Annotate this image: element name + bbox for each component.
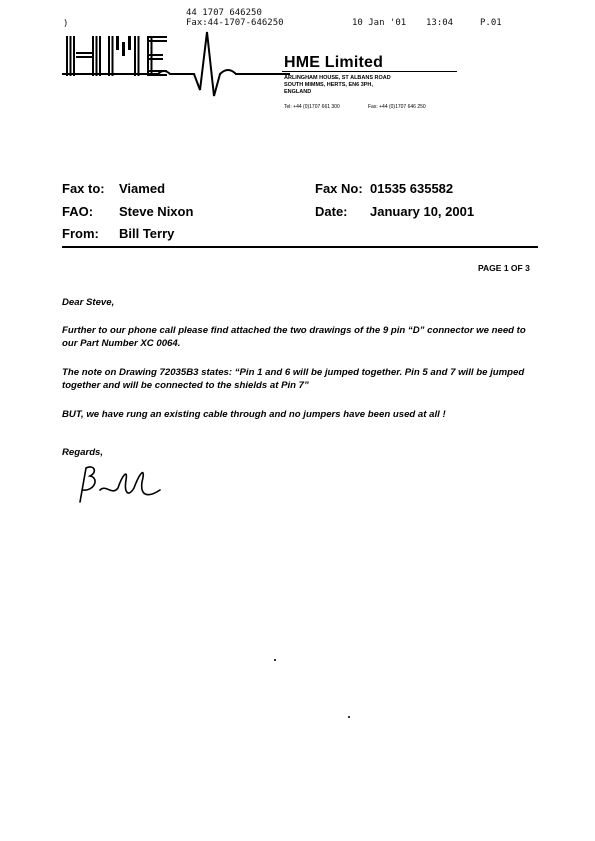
- fao-label: FAO:: [62, 204, 94, 219]
- address-line-1: ARLINGHAM HOUSE, ST ALBANS ROAD: [284, 75, 391, 81]
- hme-logo: [60, 30, 290, 100]
- fax-no-label: Fax No:: [315, 181, 363, 196]
- letterhead-rule: [282, 71, 457, 72]
- company-name: HME Limited: [284, 54, 384, 71]
- telephone: Tel: +44 (0)1707 661 300: [284, 104, 340, 110]
- paragraph-2: The note on Drawing 72035B3 states: “Pin 1 and 6 will be jumped together. Pin 5 and 7 will be jumped together and will be connected to the shields at Pin 7”: [62, 367, 525, 391]
- paragraph-1: Further to our phone call please find attached the two drawings of the 9 pin “D” connector we need to our Part Number XC 0064.: [62, 325, 526, 349]
- page-indicator: PAGE 1 OF 3: [478, 263, 530, 273]
- from-value: Bill Terry: [119, 226, 175, 241]
- address-line-3: ENGLAND: [284, 89, 312, 95]
- fax-header-fax-number: Fax:44-1707-646250: [186, 18, 284, 28]
- header-divider: [62, 246, 538, 248]
- fax-header-mark: ): [63, 19, 69, 29]
- fax-header-number: 44 1707 646250: [186, 8, 262, 18]
- scan-speck: [274, 659, 276, 661]
- scan-speck: [348, 716, 350, 718]
- signature: [72, 462, 182, 507]
- fax-no-value: 01535 635582: [370, 181, 454, 196]
- fax-number-letterhead: Fax: +44 (0)1707 646 250: [368, 104, 426, 110]
- fax-to-label: Fax to:: [62, 181, 105, 196]
- date-value: January 10, 2001: [370, 204, 475, 219]
- salutation: Dear Steve,: [62, 297, 115, 308]
- paragraph-3: BUT, we have rung an existing cable through and no jumpers have been used at all !: [62, 409, 446, 420]
- fax-header-time: 13:04: [426, 18, 454, 28]
- fax-to-value: Viamed: [119, 181, 166, 196]
- date-label: Date:: [315, 204, 348, 219]
- address-line-2: SOUTH MIMMS, HERTS, EN6 3PH,: [284, 82, 373, 88]
- fao-value: Steve Nixon: [119, 204, 194, 219]
- fax-header-date: 10 Jan '01: [352, 18, 407, 28]
- from-label: From:: [62, 226, 99, 241]
- fax-header-page: P.01: [480, 18, 502, 28]
- closing: Regards,: [62, 447, 104, 458]
